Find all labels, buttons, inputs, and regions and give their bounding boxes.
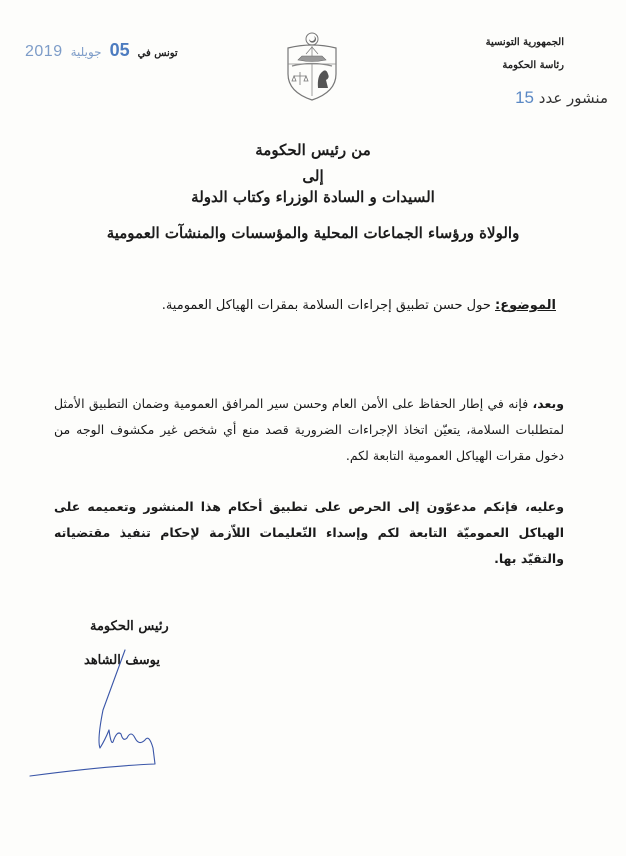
handwritten-signature-icon [25, 630, 165, 780]
signatory-title: رئيس الحكومة [90, 619, 169, 634]
circular-number: 15 [515, 88, 534, 107]
circular-number-line [513, 88, 608, 108]
paragraph-1-lead: وبعد، [532, 396, 564, 411]
subject-text: حول حسن تطبيق إجراءات السلامة بمقرات الهياكل العمومية. [161, 298, 495, 313]
circular-label: منشور عدد [538, 89, 608, 107]
presidency-name: رئاسة الحكومة [502, 60, 564, 71]
paragraph-1-text: فإنه في إطار الحفاظ على الأمن العام وحسن سير المرافق العمومية وضمان التطبيق الأمثل لمتطلبات السلامة، يتعيّن اتخاذ الإجراءات الضرورية قصد منع أي شخص غير مكشوف الوجه من دخول مقرات الهياكل العمومية التابعة لكم. [54, 396, 564, 463]
date-stamp [25, 40, 178, 61]
recipients-line-2: والولاة ورؤساء الجماعات المحلية والمؤسسات والمنشآت العمومية [106, 224, 520, 242]
subject-label: الموضوع: [495, 298, 556, 313]
sender-line: من رئيس الحكومة [255, 141, 371, 159]
date-year: 2019 [25, 43, 63, 60]
body-paragraph-2: وعليه، فإنكم مدعوّون إلى الحرص على تطبيق أحكام هذا المنشور وتعميمه على الهياكل العموميّة التابعة لكم وإسداء التّعليمات اللاّزمة لإحكام تنفيذ مقتضياته والتقيّد بها. [54, 499, 564, 566]
subject-line [162, 298, 556, 313]
republic-name: الجمهورية التونسية [485, 37, 564, 48]
to-line: إلى [302, 167, 324, 185]
body-paragraph-1 [54, 391, 564, 469]
recipients-line-1: السيدات و السادة الوزراء وكتاب الدولة [191, 188, 435, 206]
date-day: 05 [109, 40, 130, 60]
tunisia-coat-of-arms-icon [282, 30, 342, 102]
date-city: تونس في [137, 48, 178, 59]
date-month: جويلية [70, 45, 102, 59]
signatory-name: يوسف الشاهد [84, 653, 161, 668]
